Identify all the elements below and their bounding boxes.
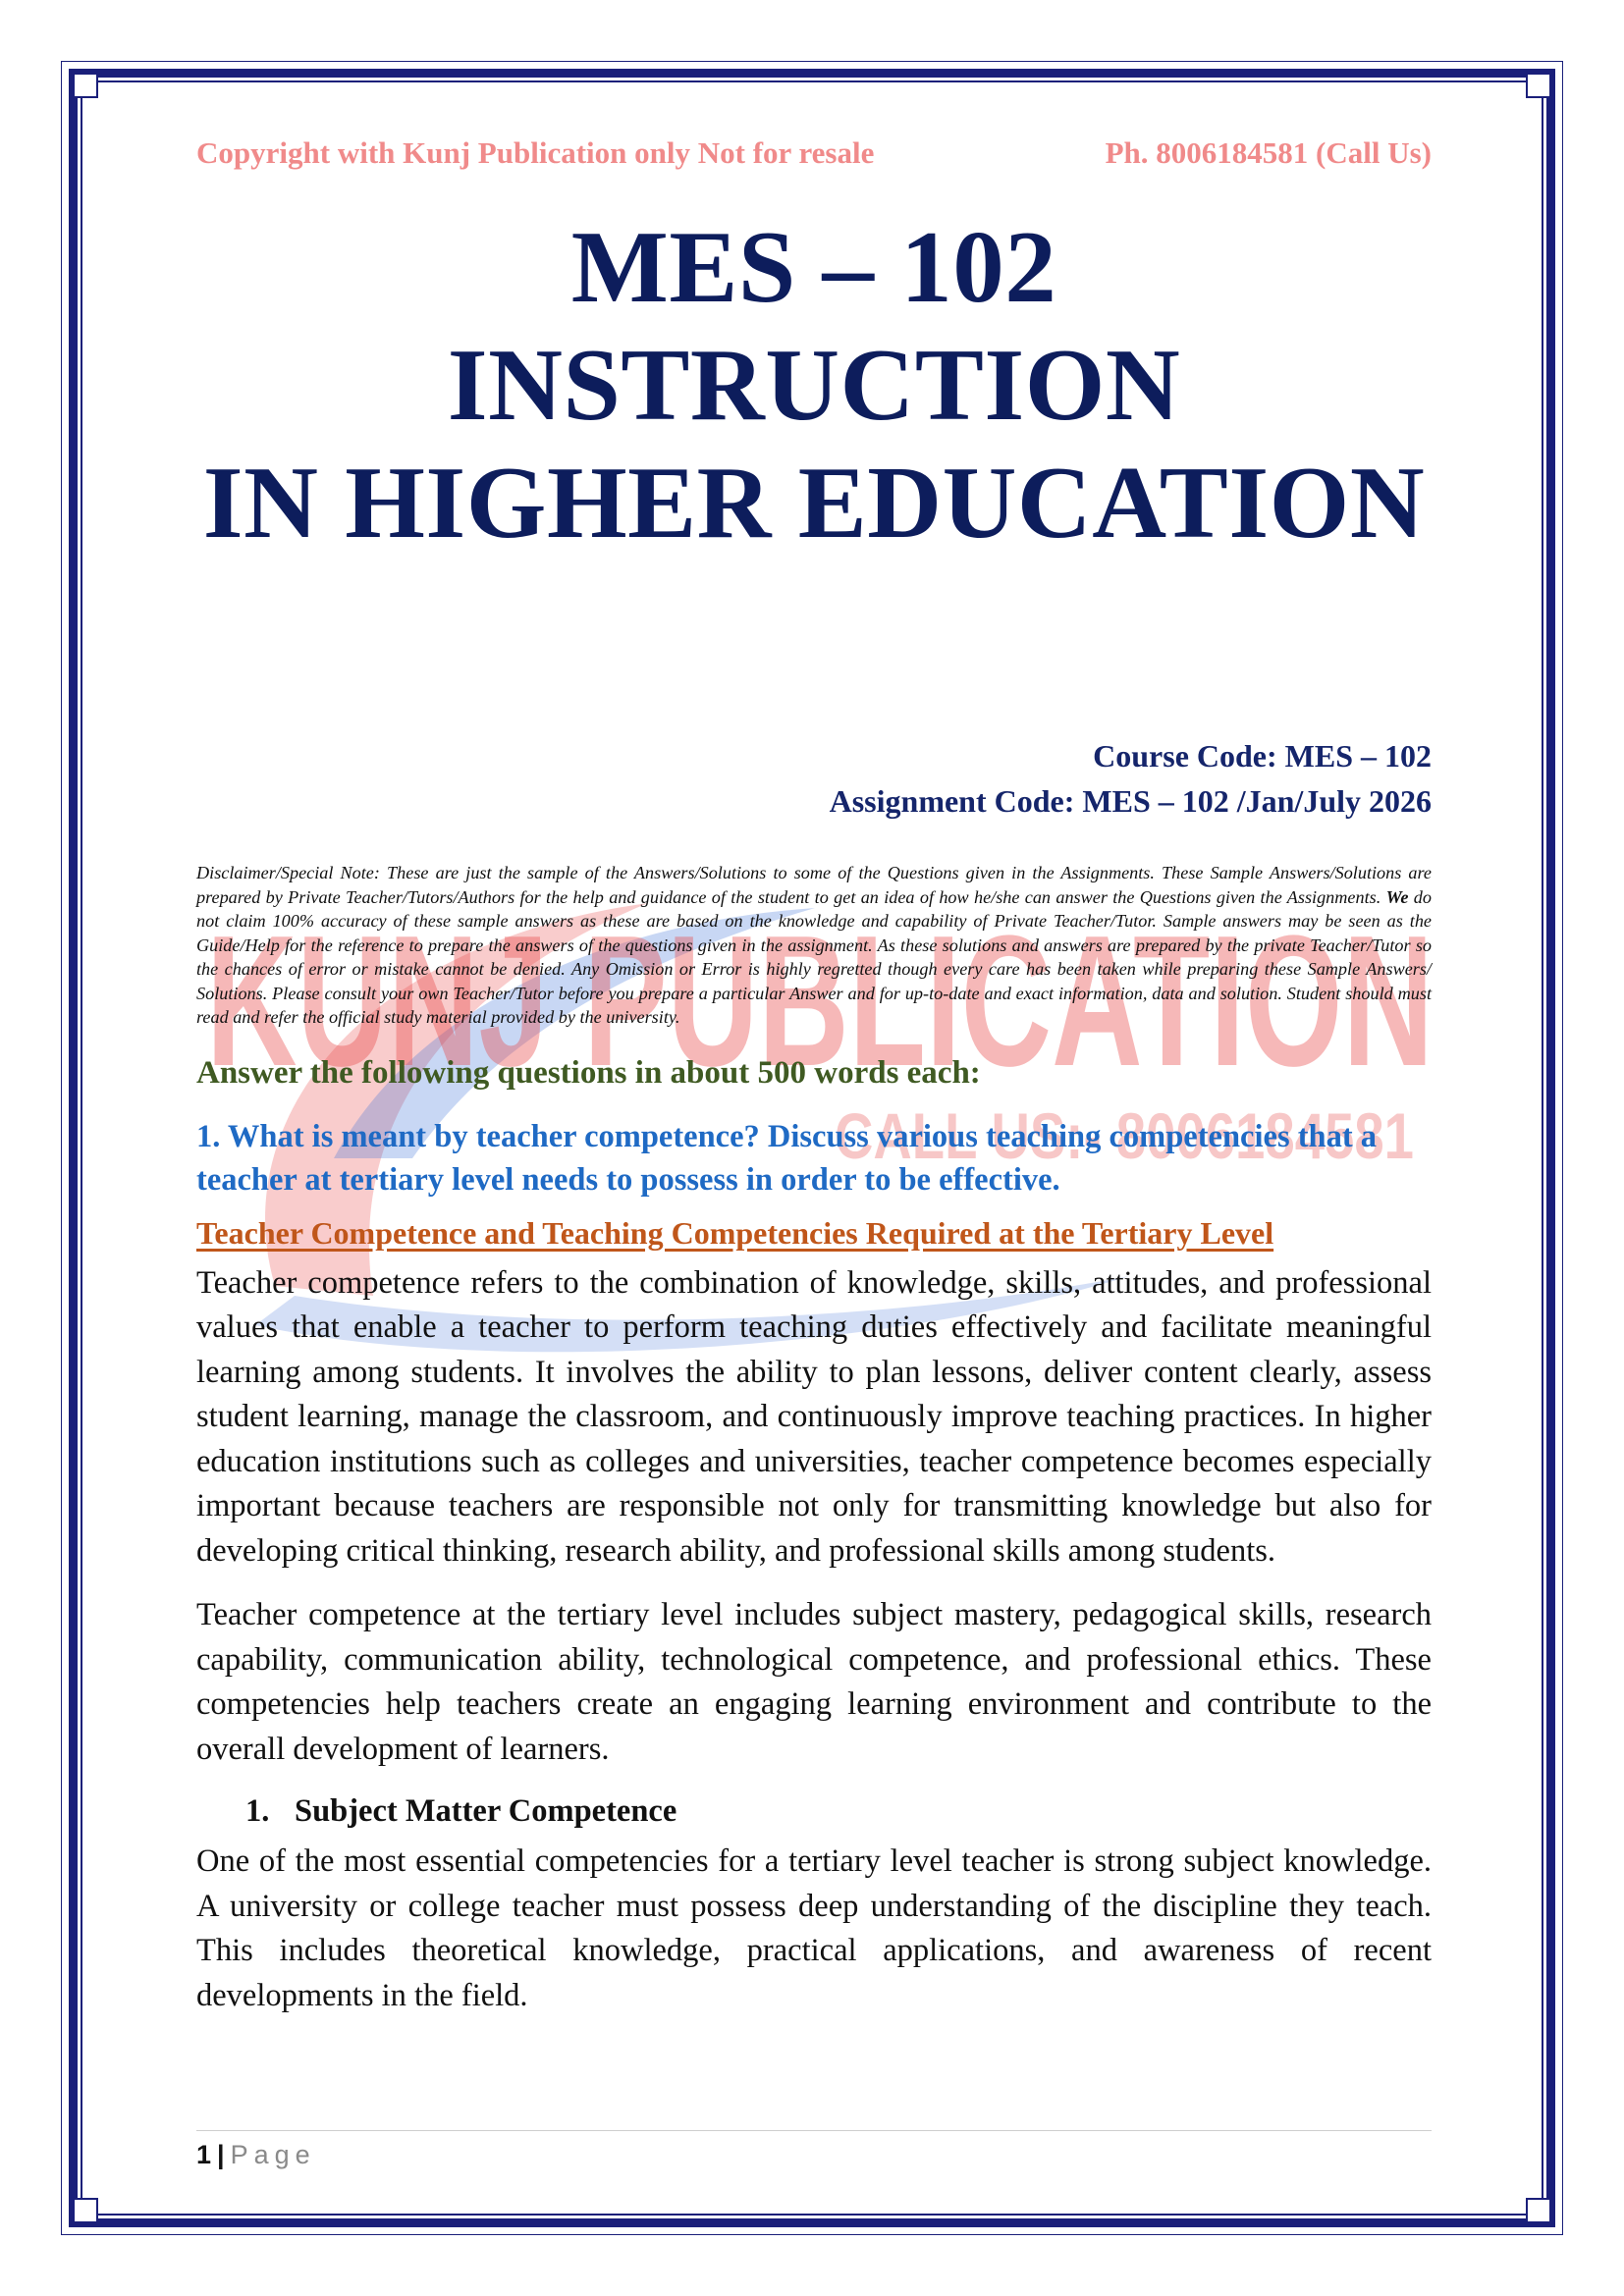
watermark-brand-text: KUNJ PUBLICATION	[206, 897, 1434, 1105]
copyright-header	[196, 135, 1432, 171]
page-label: Page	[230, 2140, 316, 2169]
disclaimer-note	[196, 861, 1432, 1030]
footer-divider	[196, 2130, 1432, 2131]
page-number: 1	[196, 2140, 212, 2169]
page-footer	[196, 2140, 316, 2170]
question-1: 1. What is meant by teacher competence? Discuss various teaching competencies that a teacher at tertiary level needs to possess in order to be effective.	[196, 1118, 1378, 1198]
disclaimer-part-2: do not claim 100% accuracy of these sample answers as these are based on the knowledge and capability of Private Teacher/Tutor. Sample answers may be seen as the Guide/Help for the reference to prepare the answers of the questions given in the assignment. As these solutions and answers are prepared by the private Teacher/Tutor so the chances of error or mistake cannot be denied. Any Omission or Error is highly regretted though every care has been taken while preparing these Sample Answers/ Solutions. Please consult your own Teacher/Tutor before you prepare a particular Answer and for up-to-date and exact information, data and solution. Student should must read and refer the official study material provided by the university.	[196, 886, 1432, 1027]
disclaimer-we: We	[1385, 886, 1409, 907]
answer-subheading: Teacher Competence and Teaching Competencies Required at the Tertiary Level	[196, 1214, 1274, 1251]
paragraph-3: One of the most essential competencies for a tertiary level teacher is strong subject knowledge. A university or college teacher must possess deep understanding of the discipline they teach. This includes theoretical knowledge, practical applications, and awareness of recent developments in the field.	[196, 1843, 1432, 2013]
page-content	[196, 135, 1432, 2018]
border-corner-top-left	[73, 73, 98, 98]
document-title	[196, 208, 1432, 561]
border-corner-top-right	[1526, 73, 1551, 98]
page-separator: |	[217, 2140, 225, 2169]
assignment-code: Assignment Code: MES – 102 /Jan/July 2026	[829, 783, 1432, 819]
border-corner-bottom-left	[73, 2198, 98, 2223]
answer-instruction: Answer the following questions in about 500 words each:	[196, 1054, 981, 1091]
contact-phone: Ph. 8006184581 (Call Us)	[1105, 135, 1432, 170]
disclaimer-part-1: Disclaimer/Special Note: These are just the sample of the Answers/Solutions to some of the Questions given in the Assignments. These Sample Answers/Solutions are prepared by Private Teacher/Tutors/Authors for the help and guidance of the student to get an idea of how he/she can answer the Questions given the Assignments.	[196, 863, 1432, 907]
course-code: Course Code: MES – 102	[1093, 738, 1432, 774]
paragraph-2: Teacher competence at the tertiary level includes subject mastery, pedagogical skills, research capability, communication ability, technological competence, and professional ethics. These competencies help teachers create an engaging learning environment and contribute to the overall development of learners.	[196, 1597, 1432, 1767]
paragraph-1: Teacher competence refers to the combination of knowledge, skills, attitudes, and professional values that enable a teacher to perform teaching duties effectively and facilitate meaningful learning among students. It involves the ability to plan lessons, deliver content clearly, assess student learning, manage the classroom, and continuously improve teaching practices. In higher education institutions such as colleges and universities, teacher competence becomes especially important because teachers are responsible not only for transmitting knowledge but also for developing critical thinking, research ability, and professional skills among students.	[196, 1264, 1432, 1569]
title-line-2: IN HIGHER EDUCATION	[202, 445, 1426, 560]
watermark-call-text: CALL US:- 8006184581	[835, 1099, 1414, 1172]
list-item-label: Subject Matter Competence	[295, 1793, 677, 1829]
title-line-1: MES – 102 INSTRUCTION	[447, 209, 1181, 442]
list-item-heading	[245, 1793, 1432, 1830]
border-corner-bottom-right	[1526, 2198, 1551, 2223]
copyright-notice: Copyright with Kunj Publication only Not for resale	[196, 135, 875, 170]
list-item-number: 1.	[245, 1793, 270, 1829]
course-codes	[196, 733, 1432, 824]
